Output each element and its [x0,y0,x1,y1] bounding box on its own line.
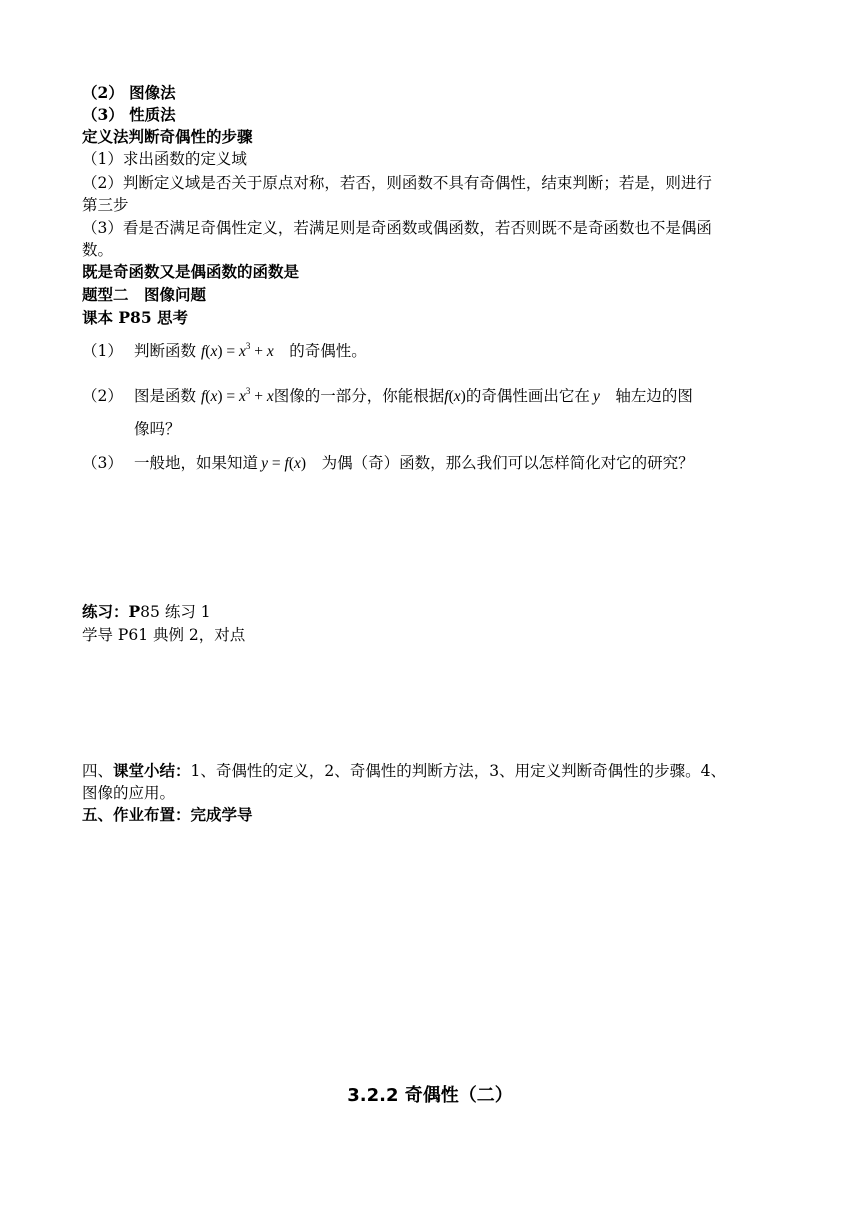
type-2-heading: 题型二 图像问题 [82,285,207,304]
formula-f-x-cubed-plus-x-2: $f(x) = x^3 + x$ [200,386,274,405]
summary-prefix: 四、 [82,762,114,780]
question-1-number: （1） [82,342,123,360]
question-1-post: 的奇偶性。 [289,342,367,360]
summary-continuation: 图像的应用。 [82,784,176,802]
practice-label: 练习： [82,602,129,621]
question-2-pre: 图是函数 [134,387,197,405]
step-3-line: （3）看是否满足奇偶性定义，若满足则是奇函数或偶函数，若否则既不是奇函数也不是偶函 [82,219,712,237]
step-1-line: （1）求出函数的定义域 [82,150,247,168]
practice-ref-bold: P [128,602,141,621]
summary-label: 课堂小结： [113,761,191,780]
formula-y-equals-f-x: y = f(x) [261,455,307,472]
formula-f-x-cubed-plus-x: $f(x) = x^3 + x$ [200,341,274,360]
step-2-continuation: 第三步 [82,196,129,214]
steps-heading: 定义法判断奇偶性的步骤 [82,127,253,146]
question-3-post: 为偶（奇）函数，那么我们可以怎样简化对它的研究？ [321,454,694,472]
question-2-mid2: 的奇偶性画出它在 [465,387,590,405]
question-3-text [134,452,694,475]
question-3-number: （3） [82,454,123,472]
homework-line: 五、作业布置：完成学导 [82,805,253,824]
both-odd-even-heading: 既是奇函数又是偶函数的函数是 [82,262,300,281]
step-3-continuation: 数。 [82,241,114,259]
practice-ref-rest: 85 练习 1 [140,603,211,621]
question-2-continuation: 像吗？ [134,420,181,438]
question-3-pre: 一般地，如果知道 [134,454,259,472]
practice-line-2: 学导 P61 典例 2，对点 [82,626,246,644]
section-title: 3.2.2 奇偶性（二） [347,1085,513,1106]
formula-f-x: f(x) [444,388,466,405]
question-2-number: （2） [82,387,123,405]
question-2-mid1: 图像的一部分，你能根据 [273,387,445,405]
summary-line [82,760,726,782]
method-3-line: （3） 性质法 [82,105,176,124]
question-2-post: 轴左边的图 [615,387,693,405]
variable-y: y [592,388,600,405]
step-2-line: （2）判断定义域是否关于原点对称，若否，则函数不具有奇偶性，结束判断；若是，则进行 [82,174,712,192]
question-1-pre: 判断函数 [134,342,197,360]
method-2-line: （2） 图像法 [82,83,176,102]
practice-line [82,601,211,623]
summary-text: 1、奇偶性的定义，2、奇偶性的判断方法，3、用定义判断奇偶性的步骤。4、 [190,762,726,780]
textbook-heading: 课本 P85 思考 [82,308,189,327]
question-1-text [134,340,367,363]
question-2-text [134,385,693,408]
